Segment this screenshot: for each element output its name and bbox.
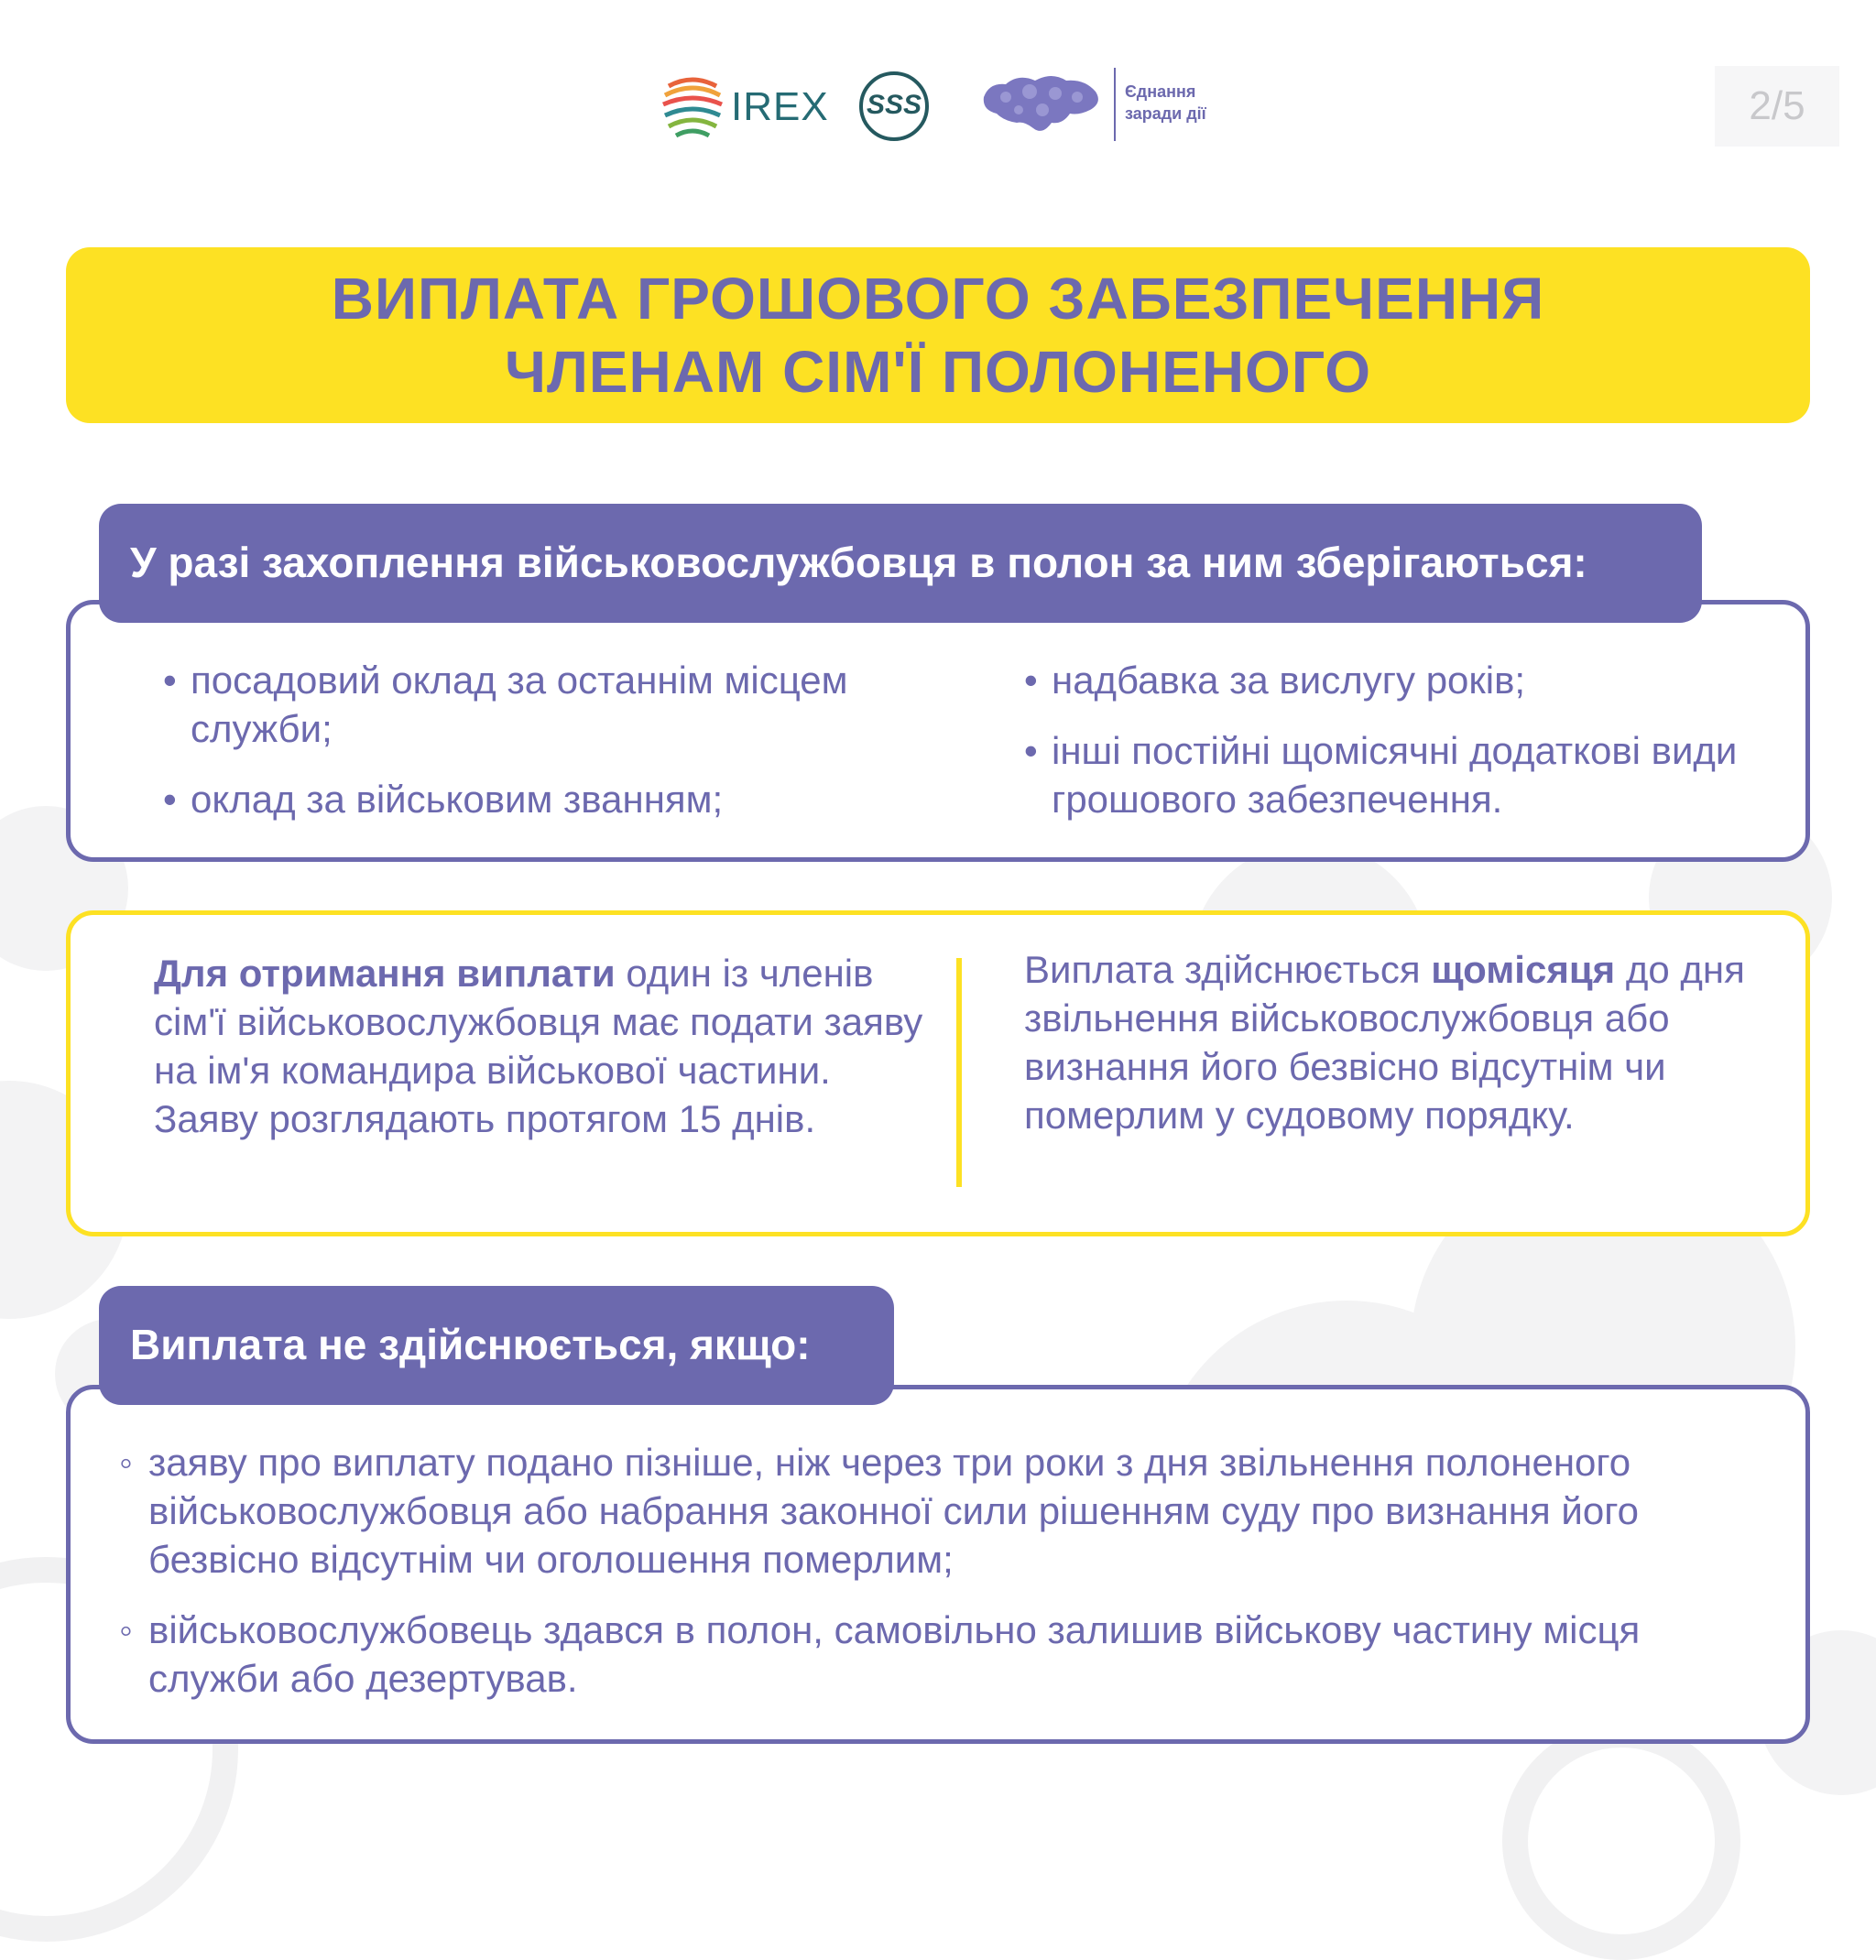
info-divider	[956, 958, 962, 1187]
list-item: ◦ військовослужбовець здався в полон, самовільно залишив військову частину місця служби або дезертував.	[119, 1606, 1731, 1703]
bullet-icon: •	[1024, 729, 1038, 772]
title-banner	[66, 247, 1810, 423]
not-paid-list	[119, 1438, 1731, 1725]
irex-label: IREX	[731, 84, 829, 129]
list-item: • надбавка за вислугу років;	[1024, 656, 1757, 704]
retained-list-left	[163, 656, 933, 845]
bullet-icon: •	[1024, 659, 1038, 702]
unity-line-2: заради дії	[1125, 104, 1206, 123]
info-left-text	[154, 949, 923, 1143]
bullet-icon: •	[163, 778, 177, 821]
unity-logo	[978, 66, 1226, 148]
irex-emblem-icon	[660, 73, 725, 139]
info-right-text	[1024, 945, 1757, 1139]
page-indicator: 2/5	[1715, 66, 1839, 147]
sss-logo	[857, 70, 931, 143]
title-line-1: ВИПЛАТА ГРОШОВОГО ЗАБЕЗПЕЧЕННЯ	[331, 266, 1545, 332]
sss-label: SSS	[866, 90, 922, 120]
retained-list-right	[1024, 656, 1757, 845]
list-item: • посадовий оклад за останнім місцем служби;	[163, 656, 933, 753]
unity-separator	[1114, 68, 1116, 141]
retained-heading: У разі захоплення військовослужбовця в полон за ним зберігаються:	[99, 504, 1702, 623]
ring-bullet-icon: ◦	[119, 1608, 133, 1651]
list-item: • оклад за військовим званням;	[163, 775, 933, 823]
info-left-bold: Для отримання виплати	[154, 952, 616, 995]
info-right-start: Виплата здійснюється	[1024, 948, 1432, 991]
bullet-icon: •	[163, 659, 177, 702]
header-logos	[0, 66, 1876, 148]
irex-logo	[660, 73, 829, 139]
info-right-bold: щомісяця	[1431, 948, 1616, 991]
unity-wordmark	[1125, 81, 1206, 125]
not-paid-heading: Виплата не здійснюється, якщо:	[99, 1286, 894, 1405]
ukraine-map-icon	[978, 70, 1107, 143]
ring-bullet-icon: ◦	[119, 1441, 133, 1484]
info-right-rest: до дня звільнення військовослужбовця або визнання його безвісно відсутнім чи померлим у судовому порядку.	[1024, 948, 1745, 1137]
unity-line-1: Єднання	[1125, 82, 1196, 101]
info-left-rest: один із членів сім'ї військовослужбовця має подати заяву на ім'я командира військової частини. Заяву розглядають протягом 15 днів.	[154, 952, 923, 1140]
list-item: ◦ заяву про виплату подано пізніше, ніж через три роки з дня звільнення полоненого військовослужбовця або набрання законної сили рішенням суду про визнання його безвісно відсутнім чи оголошення померлим;	[119, 1438, 1731, 1584]
list-item: • інші постійні щомісячні додаткові види грошового забезпечення.	[1024, 726, 1757, 823]
title-line-2: ЧЛЕНАМ СІМ'Ї ПОЛОНЕНОГО	[504, 339, 1372, 405]
